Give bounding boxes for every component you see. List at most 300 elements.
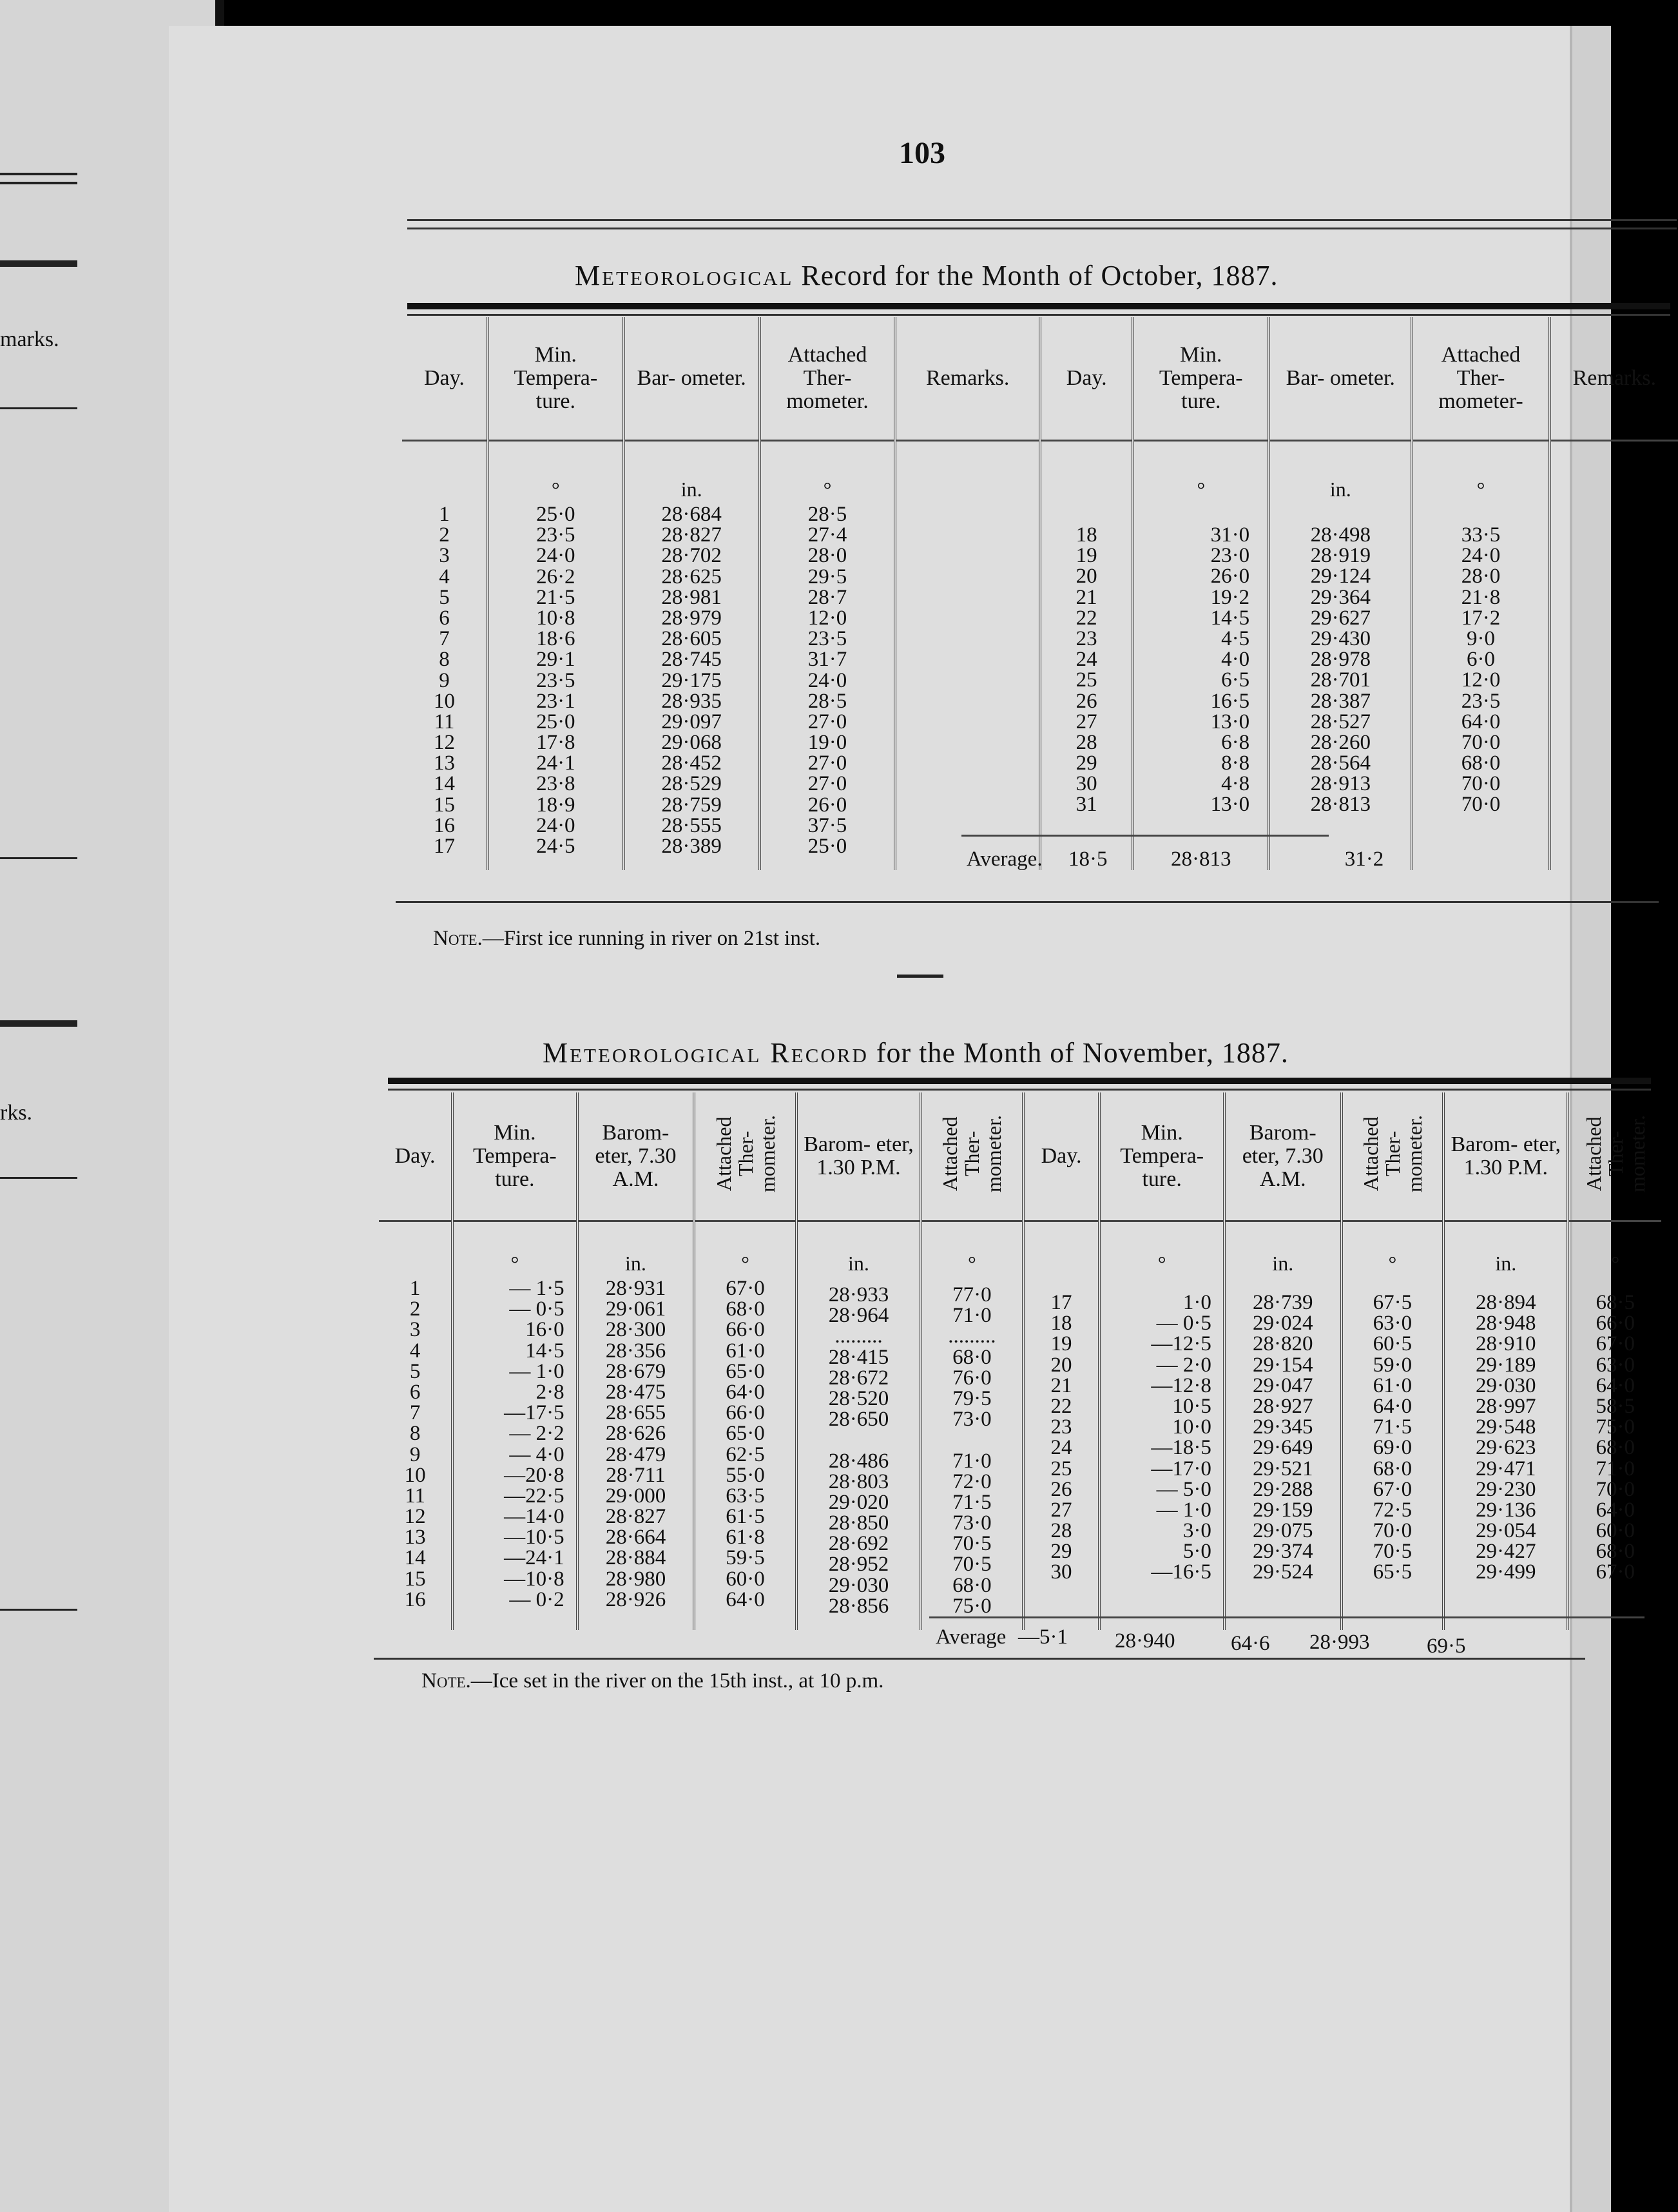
october-header-min-temp: Min. Tempera- ture. [488,317,624,441]
table-cell: 25 [1075,668,1097,692]
table-cell: 23·5 [536,668,575,692]
table-cell: 75·0 [1596,1415,1635,1439]
november-header-min-temp: Min. Tempera- ture. [452,1092,577,1221]
november-baro-am-right [1224,1274,1342,1630]
november-baro-am-left [577,1274,695,1630]
table-cell: 28 [1050,1519,1072,1543]
table-cell: 29·154 [1253,1353,1313,1377]
table-cell: 61·5 [726,1505,765,1529]
table-cell: 29·5 [807,565,847,588]
table-cell: 29·024 [1253,1312,1313,1335]
table-cell: 29·521 [1253,1457,1313,1480]
table-cell: 19 [1075,544,1097,568]
table-cell: 10·8 [536,606,575,630]
october-header-remarks: Remarks. [895,317,1040,441]
table-cell: 25·0 [536,710,575,733]
table-cell: 76·0 [952,1366,992,1390]
table-cell: 28·933 [828,1283,889,1306]
table-cell: 29·345 [1253,1415,1313,1439]
table-cell: 26·0 [807,793,847,817]
table-cell: 28·684 [661,503,722,526]
page-number: 103 [899,136,945,170]
table-cell: 59·5 [726,1546,765,1570]
october-attached-right [1412,500,1549,870]
table-cell: 12·0 [807,606,847,630]
table-cell: —22·5 [504,1484,564,1508]
table-cell: 2 [409,1297,421,1321]
table-cell: 29·000 [605,1484,666,1508]
november-header-day-2: Day. [1023,1092,1100,1221]
table-cell: 28·300 [605,1318,666,1342]
table-cell [926,1430,1017,1451]
table-cell: 29·020 [828,1490,889,1514]
table-cell: 28·981 [661,585,722,609]
table-cell: 9 [409,1442,421,1466]
table-cell: 6 [409,1380,421,1404]
unit-cell [895,441,1040,500]
table-cell: 60·0 [726,1567,765,1591]
table-cell: 29·175 [661,668,722,692]
table-cell: 63·0 [1596,1353,1635,1377]
table-cell: 21·8 [1461,585,1501,609]
table-cell: 24·0 [1461,544,1501,568]
facing-page-rule [0,173,77,175]
unit-degree: ° [921,1221,1023,1274]
table-cell: 28·655 [605,1401,666,1425]
table-cell: 28·605 [661,627,722,651]
table-cell: 68·0 [726,1297,765,1321]
table-cell: 28·979 [661,606,722,630]
table-cell: 29 [1050,1540,1072,1564]
table-cell: 71·5 [1373,1415,1413,1439]
table-cell: — 2·2 [509,1422,564,1446]
table-cell: 60·0 [1596,1519,1635,1543]
table-cell: 13 [404,1526,426,1549]
november-baro-pm-right [1443,1274,1568,1630]
table-cell: 72·0 [952,1470,992,1493]
table-cell: 4 [409,1339,421,1363]
table-cell: 28·389 [661,835,722,858]
table-cell: 28·850 [828,1511,889,1535]
table-cell: 65·5 [1373,1560,1413,1584]
table-cell: 16·5 [1210,689,1250,713]
november-title-smallcaps: Meteorological Record [543,1037,869,1069]
november-header-baro-am-2: Barom- eter, 7.30 A.M. [1224,1092,1342,1221]
table-cell: 64·0 [726,1380,765,1404]
table-cell: 24·0 [536,544,575,568]
unit-cell [1023,1221,1100,1274]
table-cell: 68·0 [952,1573,992,1597]
table-cell: 28·919 [1310,544,1371,568]
october-table [402,317,1678,870]
november-top-rule-thin [388,1089,1651,1091]
table-cell: 23·1 [536,689,575,713]
facing-page-rule [0,182,77,184]
table-cell: 14·5 [525,1339,564,1363]
table-cell: 4 [439,565,450,588]
october-bottom-rule [396,901,1659,903]
unit-inches: in. [1443,1221,1568,1274]
table-cell: 71·0 [952,1449,992,1473]
october-note [433,927,820,951]
table-cell: 24·0 [807,668,847,692]
table-cell: 4·5 [1221,626,1250,650]
october-min-temp-right [1133,500,1269,870]
table-cell: 60·5 [1373,1332,1413,1356]
october-average-attached: 31·2 [1344,848,1384,871]
table-cell: 28·0 [807,544,847,568]
table-cell: 16·0 [525,1318,564,1342]
november-note-label: Note. [421,1669,471,1693]
table-cell: 29·471 [1476,1457,1536,1480]
october-barometer-right [1269,500,1412,870]
table-cell: 1 [409,1277,421,1300]
table-cell: —18·5 [1151,1436,1211,1460]
table-cell: 21 [1075,585,1097,609]
unit-cell [1040,441,1133,500]
table-cell: 28·650 [828,1408,889,1431]
table-cell: 65·0 [726,1359,765,1383]
table-cell: 28 [1075,730,1097,754]
table-cell: 67·5 [1373,1291,1413,1314]
november-header-min-temp-2: Min. Tempera- ture. [1099,1092,1224,1221]
table-cell: — 2·0 [1156,1353,1211,1377]
table-cell: 16 [404,1587,426,1611]
table-cell: 28·931 [605,1277,666,1300]
table-cell: 28·626 [605,1422,666,1446]
table-cell: 22 [1050,1394,1072,1418]
table-cell: 10·5 [1172,1394,1211,1418]
table-cell: 24 [1075,648,1097,672]
table-cell: 13 [433,752,455,775]
table-cell: 6·0 [1467,648,1496,672]
table-cell: 3·0 [1182,1519,1211,1543]
table-cell: 28·739 [1253,1291,1313,1314]
november-att-am-right [1342,1274,1443,1630]
table-cell: 22 [1075,606,1097,630]
november-average-min-temp: —5·1 [1018,1625,1068,1649]
table-cell: 31·0 [1210,523,1250,547]
table-cell: 29·068 [661,731,722,755]
table-cell: 10·0 [1172,1415,1211,1439]
october-top-rule [407,303,1670,309]
table-cell: 29·548 [1476,1415,1536,1439]
table-cell: — 0·2 [509,1587,564,1611]
table-cell: 19 [1050,1332,1072,1356]
table-cell: 28·475 [605,1380,666,1404]
table-cell: 12 [404,1505,426,1529]
table-cell: 71·0 [952,1304,992,1328]
table-cell: 11 [434,710,455,733]
table-cell: 70·0 [1596,1477,1635,1501]
table-cell: 4·8 [1221,772,1250,796]
table-cell: 29·649 [1253,1436,1313,1460]
november-header-baro-pm: Barom- eter, 1.30 P.M. [796,1092,921,1221]
facing-page-rule [0,857,77,859]
table-cell: 29·430 [1310,626,1371,650]
table-cell: 69·0 [1373,1436,1413,1460]
table-cell: 25 [1050,1457,1072,1480]
table-cell: —14·0 [504,1505,564,1529]
table-cell: 28·679 [605,1359,666,1383]
table-cell: 71·5 [952,1490,992,1514]
table-cell: ......... [834,1324,883,1348]
october-note-text: —First ice running in river on 21st inst. [482,927,821,950]
table-cell: 23·5 [807,627,847,651]
table-cell: 64·0 [726,1587,765,1611]
november-header-baro-am: Barom- eter, 7.30 A.M. [577,1092,695,1221]
table-cell: 24·5 [536,835,575,858]
november-header-attached-pm [921,1092,1023,1221]
table-cell: 18·6 [536,627,575,651]
table-cell: 31 [1075,793,1097,817]
table-cell: 67·0 [1596,1332,1635,1356]
table-cell: 70·0 [1461,730,1501,754]
october-header-barometer-2: Bar- ometer. [1269,317,1412,441]
november-table-title [543,1036,1289,1069]
table-cell: 8 [409,1422,421,1446]
table-cell: 23 [1050,1415,1072,1439]
table-cell: 59·0 [1373,1353,1413,1377]
table-cell: 23·0 [1210,544,1250,568]
table-cell: 28·7 [807,585,847,609]
table-cell: 28·910 [1476,1332,1536,1356]
table-cell: 27·0 [807,710,847,733]
table-cell: 64·0 [1596,1373,1635,1397]
table-cell: 19·2 [1210,585,1250,609]
unit-degree: ° [694,1221,796,1274]
unit-degree: ° [452,1221,577,1274]
table-cell: 70·0 [1373,1519,1413,1543]
table-cell: 29·524 [1253,1560,1313,1584]
november-header-attached-pm-text: Attached Ther- mometer. [938,1115,1006,1192]
table-cell: 8·8 [1221,752,1250,775]
table-cell: 29·030 [1476,1373,1536,1397]
table-cell: 66·0 [726,1401,765,1425]
unit-inches: in. [796,1221,921,1274]
table-cell: 16 [433,813,455,837]
section-divider [897,975,943,978]
table-cell: 31·7 [807,648,847,672]
table-cell: 28·759 [661,793,722,817]
table-cell: 28·894 [1476,1291,1536,1314]
table-cell: 28·452 [661,752,722,775]
table-cell: —12·5 [1151,1332,1211,1356]
table-cell: 28·952 [828,1553,889,1577]
table-cell: —20·8 [504,1463,564,1487]
table-cell: 17·8 [536,731,575,755]
table-cell: 28·964 [828,1304,889,1328]
table-cell: 67·0 [1373,1477,1413,1501]
november-att-pm-right [1568,1274,1661,1630]
unit-degree: ° [760,441,896,500]
table-cell: 68·0 [1373,1457,1413,1480]
table-cell: 61·0 [1373,1373,1413,1397]
table-cell: 14 [404,1546,426,1570]
table-cell: 28·672 [828,1366,889,1390]
table-cell: 12·0 [1461,668,1501,692]
unit-degree: ° [488,441,624,500]
table-cell: 27 [1050,1498,1072,1522]
table-cell: 68·5 [1596,1291,1635,1314]
table-cell: 29·1 [536,648,575,672]
table-cell: 3 [439,544,450,568]
table-cell: 28·520 [828,1386,889,1410]
table-cell: 29·189 [1476,1353,1536,1377]
october-barometer-left [624,500,760,870]
unit-degree: ° [1133,441,1269,500]
table-cell: 27 [1075,710,1097,733]
table-cell: 29 [1075,752,1097,775]
november-header-baro-pm-2: Barom- eter, 1.30 P.M. [1443,1092,1568,1221]
table-cell: 28·745 [661,648,722,672]
table-cell: 28·527 [1310,710,1371,733]
table-cell: 64·0 [1596,1498,1635,1522]
table-cell: 30 [1050,1560,1072,1584]
table-cell: 70·5 [952,1532,992,1556]
table-cell: 28·856 [828,1594,889,1618]
november-header-day: Day. [379,1092,452,1221]
table-cell: 29·427 [1476,1540,1536,1564]
table-cell: 73·0 [952,1511,992,1535]
november-average-rule [929,1616,1644,1618]
november-min-temp-left [452,1274,577,1630]
table-cell: 29·136 [1476,1498,1536,1522]
table-cell: — 0·5 [1156,1312,1211,1335]
october-average-label: Average. [967,848,1043,871]
table-cell: 29·499 [1476,1560,1536,1584]
november-header-attached-pm-2 [1568,1092,1661,1221]
facing-page-rule [0,1609,77,1611]
october-header-day: Day. [402,317,488,441]
table-cell: 29·374 [1253,1540,1313,1564]
table-cell: 28·564 [1310,752,1371,775]
table-cell: 28·978 [1310,648,1371,672]
table-cell: —17·0 [1151,1457,1211,1480]
table-cell: 1·0 [1182,1291,1211,1314]
table-cell: 33·5 [1461,523,1501,547]
november-table [379,1092,1661,1630]
table-cell: 3 [409,1318,421,1342]
table-cell: 77·0 [952,1283,992,1306]
table-cell: 28·529 [661,772,722,796]
table-cell: 23·5 [1461,689,1501,713]
table-cell: 28·980 [605,1567,666,1591]
table-cell: — 1·0 [1156,1498,1211,1522]
table-cell: 29·075 [1253,1519,1313,1543]
table-cell: 65·0 [726,1422,765,1446]
table-cell: 2·8 [535,1380,564,1404]
table-cell: 13·0 [1210,710,1250,733]
table-cell: 9·0 [1467,626,1496,650]
table-cell: 6 [439,606,450,630]
table-cell: 28·415 [828,1345,889,1369]
table-cell: 71·0 [1596,1457,1635,1480]
table-cell: 19·0 [807,731,847,755]
table-cell: 63·5 [726,1484,765,1508]
unit-cell [1550,441,1678,500]
october-average-barometer: 28·813 [1171,848,1231,871]
table-cell: 23 [1075,626,1097,650]
table-cell: 55·0 [726,1463,765,1487]
table-cell: —12·8 [1151,1373,1211,1397]
unit-inches: in. [624,441,760,500]
table-cell: 30 [1075,772,1097,796]
table-cell: 28·711 [606,1463,666,1487]
table-cell: 18 [1075,523,1097,547]
november-note [421,1669,883,1693]
table-cell: 29·159 [1253,1498,1313,1522]
unit-degree: ° [1342,1221,1443,1274]
table-cell: 26·2 [536,565,575,588]
october-header-attached: Attached Ther- mometer. [760,317,896,441]
unit-inches: in. [1224,1221,1342,1274]
table-cell: 23·8 [536,772,575,796]
table-cell: 5·0 [1182,1540,1211,1564]
table-cell: 68·0 [1596,1436,1635,1460]
facing-page-fragment: marks. [0,327,59,351]
table-cell: 24·1 [536,752,575,775]
table-cell: 27·0 [807,772,847,796]
table-cell: 20 [1050,1353,1072,1377]
table-cell: 58·5 [1596,1394,1635,1418]
november-header-attached-am-text: Attached Ther- mometer. [711,1115,779,1192]
table-cell: 70·0 [1461,793,1501,817]
unit-degree: ° [1412,441,1549,500]
table-cell: 28·803 [828,1470,889,1493]
table-cell: 28·555 [661,813,722,837]
table-cell: 28·5 [807,503,847,526]
table-cell: 29·124 [1310,565,1371,588]
table-cell: 29·230 [1476,1477,1536,1501]
table-cell: 7 [439,627,450,651]
table-cell: 2 [439,523,450,547]
november-average-label: Average [936,1625,1007,1649]
november-header-attached-am-2-text: Attached Ther- mometer. [1358,1115,1426,1192]
table-cell: 28·827 [661,523,722,547]
unit-degree: ° [1568,1221,1661,1274]
table-cell: 20 [1075,565,1097,588]
table-cell: 28·387 [1310,689,1371,713]
table-cell: 28·701 [1310,668,1371,692]
table-cell: — 4·0 [509,1442,564,1466]
table-cell: 29·364 [1310,585,1371,609]
unit-cell [402,441,488,500]
table-cell: 28·498 [1310,523,1371,547]
table-cell: 15 [433,793,455,817]
november-average-att-am: 64·6 [1231,1632,1270,1655]
table-cell: 21 [1050,1373,1072,1397]
table-cell: 29·054 [1476,1519,1536,1543]
table-cell: 28·625 [661,565,722,588]
table-cell: 26·0 [1210,565,1250,588]
november-top-rule [388,1078,1651,1084]
table-cell: 68·0 [952,1345,992,1369]
october-table-title [575,259,1278,292]
october-header-remarks-2: Remarks. [1550,317,1678,441]
table-cell: 29·627 [1310,606,1371,630]
table-cell: 66·0 [726,1318,765,1342]
table-cell [802,1430,916,1451]
table-cell: 64·0 [1461,710,1501,733]
table-cell: 28·926 [605,1587,666,1611]
facing-page-fragment: rks. [0,1101,33,1125]
november-header-attached-am [694,1092,796,1221]
october-title-smallcaps: Meteorological [575,260,794,291]
table-cell: 29·623 [1476,1436,1536,1460]
table-cell: 67·0 [726,1277,765,1300]
table-cell: 28·486 [828,1449,889,1473]
